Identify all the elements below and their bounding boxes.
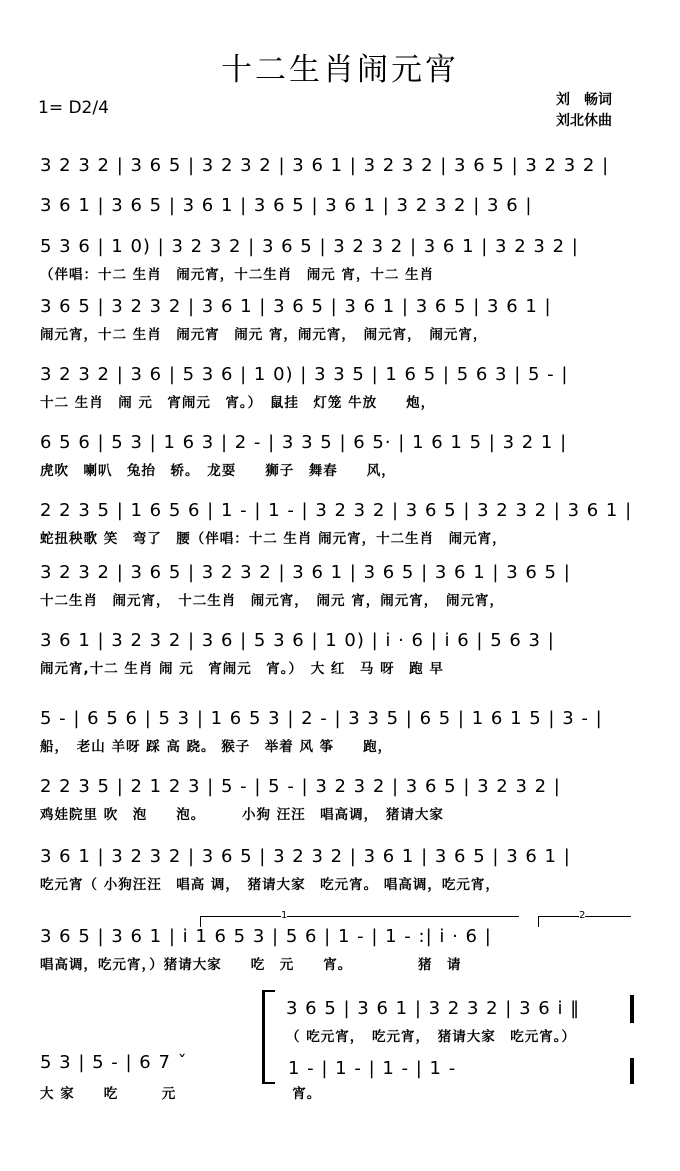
notation-line: 3 2 3 2 | 3 6 | 5 3 6 | 1 0) | 3 3 5 | 1 6 5 | 5 6 3 | 5 - | [40, 364, 569, 385]
notation-line: 5 3 | 5 - | 6 7 ˇ [40, 1052, 188, 1073]
notation-line: 6 5 6 | 5 3 | 1 6 3 | 2 - | 3 3 5 | 6 5· | 1 6 1 5 | 3 2 1 | [40, 432, 568, 453]
lyrics-line: 闹元宵,十二 生肖 闹 元 宵闹元 宵。） 大 红 马 呀 跑 早 [40, 661, 444, 677]
final-lyrics: 大 家 吃 元 宵。 [40, 1086, 322, 1102]
final-held-notes: 1 - | 1 - | 1 - | 1 - [288, 1058, 457, 1079]
credits [556, 90, 612, 132]
notation-line: 3 6 5 | 3 2 3 2 | 3 6 1 | 3 6 5 | 3 6 1 | 3 6 5 | 3 6 1 | [40, 296, 552, 317]
lyrics-line: 船， 老山 羊呀 踩 高 跷。 猴子 举着 风 筝 跑， [40, 739, 393, 755]
lyrics-line: 十二 生肖 闹 元 宵闹元 宵。） 鼠挂 灯笼 牛放 炮， [40, 395, 436, 411]
key-signature: 1= D2/4 [38, 98, 109, 118]
notation-line: 3 6 1 | 3 2 3 2 | 3 6 5 | 3 2 3 2 | 3 6 1 | 3 6 5 | 3 6 1 | [40, 846, 571, 867]
lyricist-credit: 刘 畅词 [556, 92, 612, 108]
notation-line: 3 6 1 | 3 2 3 2 | 3 6 | 5 3 6 | 1 0) | i · 6 | i 6 | 5 6 3 | [40, 630, 555, 651]
volta-number: 1 [281, 910, 288, 921]
lyrics-line: （伴唱：十二 生肖 闹元宵，十二生肖 闹元 宵，十二 生肖 [40, 267, 435, 283]
song-title: 十二生肖闹元宵 [221, 52, 459, 88]
notation-line: 3 2 3 2 | 3 6 5 | 3 2 3 2 | 3 6 1 | 3 2 3 2 | 3 6 5 | 3 2 3 2 | [40, 155, 610, 176]
notation-line: 2 2 3 5 | 2 1 2 3 | 5 - | 5 - | 3 2 3 2 | 3 6 5 | 3 2 3 2 | [40, 776, 561, 797]
lyrics-line: 唱高调，吃元宵，）猪请大家 吃 元 宵。 猪 请 [40, 957, 462, 973]
notation-line: 3 6 5 | 3 6 1 | i 1 6 5 3 | 5 6 | 1 - | 1 - :| i · 6 | [40, 926, 492, 947]
notation-line: 3 6 5 | 3 6 1 | 3 2 3 2 | 3 6 i ‖ [286, 998, 581, 1019]
final-barline [630, 1058, 634, 1084]
notation-line: 5 - | 6 5 6 | 5 3 | 1 6 5 3 | 2 - | 3 3 5 | 6 5 | 1 6 1 5 | 3 - | [40, 708, 603, 729]
lyrics-line: 吃元宵（ 小狗汪汪 唱高 调， 猪请大家 吃元宵。 唱高调，吃元宵， [40, 877, 500, 893]
notation-line: 3 2 3 2 | 3 6 5 | 3 2 3 2 | 3 6 1 | 3 6 5 | 3 6 1 | 3 6 5 | [40, 562, 571, 583]
lyrics-line: 虎吹 喇叭 兔抬 轿。 龙耍 狮子 舞春 风， [40, 463, 396, 479]
lyrics-line: 十二生肖 闹元宵， 十二生肖 闹元宵， 闹元 宵，闹元宵， 闹元宵， [40, 593, 504, 609]
lyrics-line: （ 吃元宵， 吃元宵， 猪请大家 吃元宵。） [286, 1029, 576, 1045]
lyrics-line: 鸡娃院里 吹 泡 泡。 小狗 汪汪 唱高调， 猪请大家 [40, 807, 444, 823]
notation-line: 5 3 6 | 1 0) | 3 2 3 2 | 3 6 5 | 3 2 3 2 | 3 6 1 | 3 2 3 2 | [40, 236, 579, 257]
composer-credit: 刘北休曲 [556, 113, 612, 129]
notation-line: 3 6 1 | 3 6 5 | 3 6 1 | 3 6 5 | 3 6 1 | 3 2 3 2 | 3 6 | [40, 195, 533, 216]
lyrics-line: 蛇扭秧歌 笑 弯了 腰（伴唱：十二 生肖 闹元宵，十二生肖 闹元宵， [40, 531, 507, 547]
lyrics-line: 闹元宵，十二 生肖 闹元宵 闹元 宵，闹元宵， 闹元宵， 闹元宵， [40, 327, 488, 343]
final-barline [630, 995, 634, 1023]
notation-line: 2 2 3 5 | 1 6 5 6 | 1 - | 1 - | 3 2 3 2 | 3 6 5 | 3 2 3 2 | 3 6 1 | [40, 500, 633, 521]
volta-number: 2 [579, 910, 586, 921]
